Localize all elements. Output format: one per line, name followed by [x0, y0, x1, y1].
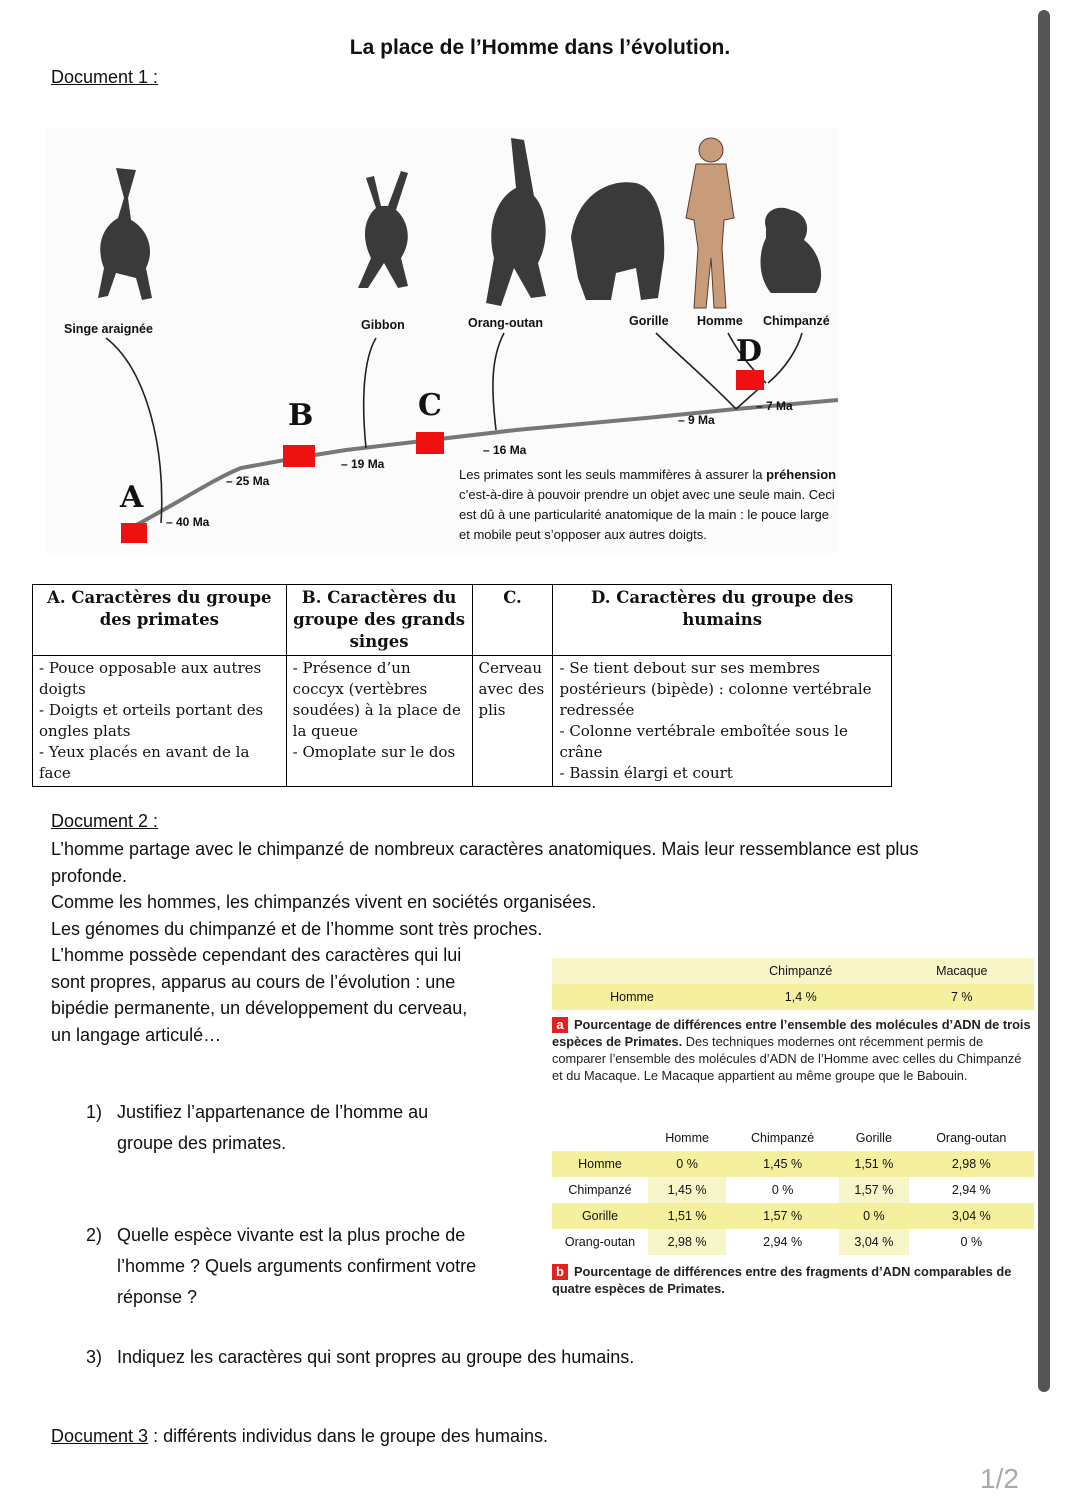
question-1-line1: Justifiez l’appartenance de l’homme au: [117, 1102, 429, 1122]
doc2-para2: Comme les hommes, les chimpanzés vivent en sociétés organisées.: [51, 892, 597, 912]
question-1-number: 1): [86, 1102, 103, 1122]
question-2: [117, 1220, 476, 1313]
table-b-col-orang-outan: Orang-outan: [936, 1131, 1007, 1145]
scrollbar[interactable]: [1038, 10, 1050, 1392]
phylogenetic-tree-figure: [46, 128, 838, 558]
doc2-para1b: profonde.: [51, 865, 128, 886]
question-2-number: 2): [86, 1225, 103, 1245]
doc2-para3: Les génomes du chimpanzé et de l’homme sont très proches.: [51, 918, 543, 939]
time-40ma: – 40 Ma: [166, 515, 210, 529]
time-19ma: – 19 Ma: [341, 457, 385, 471]
table-b-row-label: Orang-outan: [564, 1235, 636, 1249]
table-b-cell: 2,98 %: [909, 1151, 1034, 1177]
table-b-cell: 0 %: [839, 1203, 909, 1229]
page-title: La place de l’Homme dans l’évolution.: [349, 36, 731, 59]
table-b-cell: 2,98 %: [648, 1229, 726, 1255]
orang-outan-icon: [486, 138, 546, 306]
table-b-row: [552, 1151, 1034, 1177]
doc2-para4-line3: bipédie permanente, un développement du cerveau,: [51, 998, 468, 1018]
time-9ma: – 9 Ma: [678, 413, 715, 427]
header-grands-singes: B. Caractères du groupe des grands singes: [286, 585, 472, 656]
branch-chimpanze: [768, 333, 802, 383]
cell-grands-singes: - Présence d’un coccyx (vertèbres soudées) à la place de la queue - Omoplate sur le dos: [286, 656, 472, 787]
question-3-number: 3): [86, 1347, 103, 1367]
document-1-label: Document 1 :: [51, 67, 159, 87]
table-b-cell: 1,45 %: [726, 1151, 839, 1177]
table-b-row-label: Chimpanzé: [568, 1183, 632, 1197]
table-b-cell: 1,51 %: [648, 1203, 726, 1229]
cell-primates: - Pouce opposable aux autres doigts - Doigts et orteils portant des ongles plats - Yeux placés en avant de la face: [33, 656, 287, 787]
table-b-cell: 1,45 %: [648, 1177, 726, 1203]
table-b-cell: 3,04 %: [839, 1229, 909, 1255]
question-2-line1: Quelle espèce vivante est la plus proche de: [117, 1225, 466, 1245]
table-b-cell: 1,51 %: [839, 1151, 909, 1177]
dna-table-b: [552, 1125, 1034, 1297]
human-icon: [686, 138, 734, 308]
table-b-row: [552, 1203, 1034, 1229]
document-3-text: : différents individus dans le groupe des humains.: [148, 1426, 548, 1446]
node-d-letter: D: [736, 334, 763, 369]
node-b-letter: B: [288, 398, 314, 433]
label-gibbon: Gibbon: [361, 318, 405, 332]
header-c: C.: [472, 585, 553, 656]
node-a-marker: [121, 523, 147, 543]
table-b-cell: 0 %: [771, 1183, 794, 1197]
table-b-col-homme: Homme: [665, 1131, 709, 1145]
table-b-caption: b Pourcentage de différences entre des fragments d’ADN comparables de quatre espèces de Primates.: [552, 1264, 1012, 1296]
table-a-col-macaque: Macaque: [936, 964, 988, 978]
question-2-line3: réponse ?: [117, 1287, 198, 1307]
table-b-col-chimpanze: Chimpanzé: [751, 1131, 815, 1145]
question-1: [117, 1097, 428, 1159]
node-d-marker: [736, 370, 764, 390]
question-3: Indiquez les caractères qui sont propres au groupe des humains.: [117, 1347, 635, 1367]
node-b-marker: [283, 445, 315, 467]
time-16ma: – 16 Ma: [483, 443, 527, 457]
table-b-cell: 1,57 %: [839, 1177, 909, 1203]
cell-c: Cerveau avec des plis: [472, 656, 553, 787]
label-chimpanze: Chimpanzé: [763, 314, 830, 328]
question-2-line2: l’homme ? Quels arguments confirment votre: [117, 1256, 477, 1276]
table-b-cell: 0 %: [960, 1235, 983, 1249]
node-a-letter: A: [120, 480, 144, 515]
table-a-value-macaque: 7 %: [951, 990, 973, 1004]
branch-gorille: [656, 333, 736, 409]
cell-humains: - Se tient debout sur ses membres postérieurs (bipède) : colonne vertébrale redressée - Colonne vertébrale emboîtée sous le crâne - Bassin élargi et court: [553, 656, 892, 787]
table-b-cell: 1,57 %: [726, 1203, 839, 1229]
table-b-row-label: Gorille: [552, 1203, 648, 1229]
spider-monkey-icon: [98, 168, 152, 300]
page-number: 1/2: [980, 1463, 1019, 1494]
document-2-label: Document 2 :: [51, 811, 159, 831]
label-homme: Homme: [697, 314, 743, 328]
table-b-row: [552, 1229, 1034, 1255]
branch-orang-outan: [493, 333, 504, 430]
table-a-row-homme: Homme: [610, 990, 654, 1004]
table-b-cell: 2,94 %: [951, 1183, 991, 1197]
branch-gibbon: [364, 338, 376, 448]
label-orang-outan: Orang-outan: [468, 316, 543, 330]
table-a-col-chimpanze: Chimpanzé: [769, 964, 833, 978]
node-c-marker: [416, 432, 444, 454]
label-singe-araignee: Singe araignée: [64, 322, 153, 336]
gibbon-icon: [358, 171, 408, 288]
node-c-letter: C: [418, 388, 442, 423]
time-25ma: – 25 Ma: [226, 474, 270, 488]
table-b-cell: 3,04 %: [909, 1203, 1034, 1229]
table-a-caption: a Pourcentage de différences entre l’ensemble des molécules d’ADN de trois espèces de Primates. Des techniques modernes ont récemment permis de comparer l’ensemble des molécules d’ADN de l’Homme avec celles du Chimpanzé et du Macaque. Le Macaque appartient au même groupe que le Babouin.: [552, 1017, 1031, 1083]
label-gorille: Gorille: [629, 314, 669, 328]
doc2-para1: L’homme partage avec le chimpanzé de nombreux caractères anatomiques. Mais leur ressemblance est plus: [51, 839, 919, 859]
characters-table: [32, 584, 892, 787]
header-humains: D. Caractères du groupe des humains: [553, 585, 892, 656]
document-3-heading: [51, 1426, 548, 1447]
table-b-row: [552, 1177, 1034, 1203]
doc2-para4-line2: sont propres, apparus au cours de l’évolution : une: [51, 971, 456, 992]
tree-caption: Les primates sont les seuls mammifères à assurer la préhension c’est-à-dire à pouvoir prendre un objet avec une seule main. Ceci est dû à une particularité anatomique de la main : le pouce large et mobile peut s’opposer aux autres doigts.: [459, 467, 837, 542]
table-a-value-chimpanze: 1,4 %: [784, 990, 817, 1004]
document-3-label: Document 3: [51, 1426, 149, 1446]
question-1-line2: groupe des primates.: [117, 1133, 287, 1153]
doc2-para4-line4: un langage articulé…: [51, 1024, 222, 1045]
gorilla-icon: [571, 182, 664, 300]
dna-table-a: [552, 958, 1034, 1084]
table-b-cell: 2,94 %: [763, 1235, 803, 1249]
table-b-col-gorille: Gorille: [855, 1131, 892, 1145]
table-b-cell: 0 %: [648, 1151, 726, 1177]
chimpanzee-icon: [761, 208, 822, 293]
time-7ma: – 7 Ma: [756, 399, 793, 413]
doc2-para4-line1: L’homme possède cependant des caractères qui lui: [51, 945, 462, 965]
table-b-row-label: Homme: [552, 1151, 648, 1177]
header-primates: A. Caractères du groupe des primates: [33, 585, 287, 656]
